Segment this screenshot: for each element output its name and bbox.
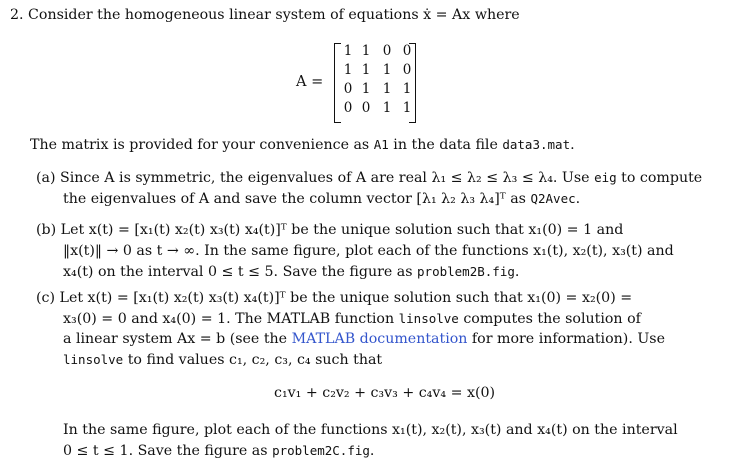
- matrix-cell: 0: [402, 62, 412, 78]
- matrix-cell: 1: [382, 100, 392, 116]
- matrix-left-bracket: [334, 43, 341, 123]
- provided-var: A1: [373, 137, 389, 152]
- matrix-cell: 0: [382, 43, 392, 59]
- part-a-line-2: [63, 190, 580, 208]
- part-c-text-2: x₃(0) = 0 and x₄(0) = 1. The MATLAB function: [63, 311, 399, 327]
- part-b-line-3: [63, 263, 519, 281]
- part-c-line-4: [63, 351, 382, 369]
- part-c-text-5: In the same figure, plot each of the functions x₁(t), x₂(t), x₃(t) and x₄(t) on the interval: [63, 422, 678, 438]
- matrix-cell: 0: [402, 43, 412, 59]
- part-b-code-fig: problem2B.fig: [417, 264, 515, 279]
- provided-file: data3.mat: [502, 137, 571, 152]
- part-c-line-1: [36, 289, 632, 307]
- matrix-cell: 1: [361, 43, 371, 59]
- part-c-text-3: a linear system Ax = b (see the: [63, 331, 292, 347]
- matrix-cell: 0: [343, 81, 353, 97]
- part-c-code-fig: problem2C.fig: [272, 443, 370, 458]
- problem-header: [10, 6, 520, 24]
- display-equation: [274, 384, 495, 402]
- provided-note: [30, 136, 575, 154]
- part-b-text-1: (b) Let x(t) = [x₁(t) x₂(t) x₃(t) x₄(t)]ᵀ be the unique solution such that x₁(0) = 1 and: [36, 222, 624, 238]
- part-b-line-2: [63, 242, 674, 260]
- part-c-code-linsolve: linsolve: [398, 311, 459, 326]
- part-c-text-4: to find values c₁, c₂, c₃, c₄ such that: [123, 352, 383, 368]
- part-b-text-3: x₄(t) on the interval 0 ≤ t ≤ 5. Save the figure as: [63, 264, 418, 280]
- part-c-text-6-end: .: [369, 443, 375, 459]
- matrix-cell: 1: [361, 81, 371, 97]
- matlab-documentation-link[interactable]: MATLAB documentation: [291, 331, 468, 347]
- part-c-line-3: [63, 330, 665, 348]
- provided-text-end: .: [570, 137, 575, 153]
- matrix-cell: 1: [402, 81, 412, 97]
- part-a-text-2: the eigenvalues of A and save the column vector [λ₁ λ₂ λ₃ λ₄]ᵀ as: [63, 191, 531, 207]
- equation-text: c₁v₁ + c₂v₂ + c₃v₃ + c₄v₄ = x(0): [274, 385, 496, 401]
- part-a-code-vec: Q2Avec: [530, 191, 576, 206]
- matrix-cell: 1: [343, 62, 353, 78]
- part-c-line-6: [63, 442, 374, 460]
- part-c-text-2-end: computes the solution of: [458, 311, 641, 327]
- part-c-text-3-end: for more information). Use: [467, 331, 665, 347]
- part-c-text-6: 0 ≤ t ≤ 1. Save the figure as: [63, 443, 273, 459]
- part-a-text-end: to compute: [616, 170, 703, 186]
- matrix-cell: 1: [343, 43, 353, 59]
- part-a-text-2-end: .: [575, 191, 581, 207]
- part-a-code-eig: eig: [594, 170, 617, 185]
- matrix-cell: 1: [382, 81, 392, 97]
- provided-text-mid: in the data file: [388, 137, 503, 153]
- part-b-line-1: [36, 221, 623, 239]
- matrix-cell: 1: [402, 100, 412, 116]
- part-b-text-3-end: .: [514, 264, 520, 280]
- matrix-cell: 1: [361, 62, 371, 78]
- part-c-code-linsolve-2: linsolve: [63, 352, 124, 367]
- problem-header-text: 2. Consider the homogeneous linear system of equations ẋ = Ax where: [10, 7, 520, 23]
- part-c-text-1: (c) Let x(t) = [x₁(t) x₂(t) x₃(t) x₄(t)]ᵀ be the unique solution such that x₁(0) = x₂(0) =: [36, 290, 633, 306]
- matrix-cell: 0: [361, 100, 371, 116]
- part-a-line-1: [36, 169, 702, 187]
- part-c-line-2: [63, 310, 641, 328]
- provided-text: The matrix is provided for your convenience as: [30, 137, 374, 153]
- part-a-text: (a) Since A is symmetric, the eigenvalues of A are real λ₁ ≤ λ₂ ≤ λ₃ ≤ λ₄. Use: [36, 170, 595, 186]
- part-b-text-2: ‖x(t)‖ → 0 as t → ∞. In the same figure, plot each of the functions x₁(t), x₂(t), x₃(t) and: [63, 243, 674, 259]
- matrix-label: A =: [296, 74, 324, 90]
- matrix-cell: 1: [382, 62, 392, 78]
- part-c-line-5: [63, 421, 678, 439]
- matrix-cell: 0: [343, 100, 353, 116]
